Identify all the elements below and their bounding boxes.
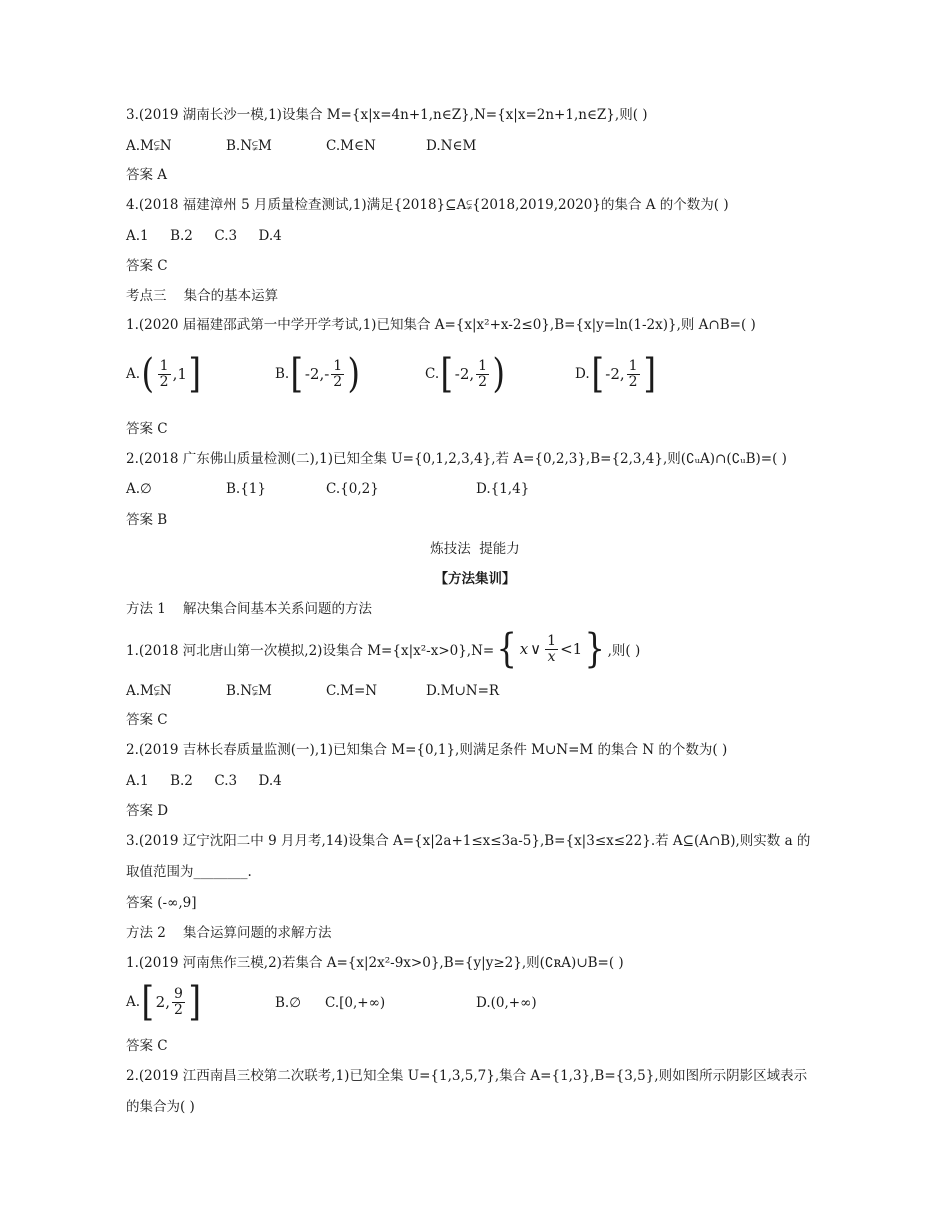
right-brace: } [584,626,606,672]
left-brace: { [496,626,518,672]
k3-q1-option-b [275,352,362,396]
fraction [172,987,185,1018]
set-condition: <1 [560,640,583,658]
right-paren: ) [347,351,361,397]
k3-q2-stem: 2.(2018 广东佛山质量检测(二),1)已知全集 U={0,1,2,3,4},若 A={0,2,3},B={2,3,4},则(∁ᵤA)∩(∁ᵤB)=( ) [126,451,787,467]
m2-q1-stem: 1.(2019 河南焦作三模,2)若集合 A={x|2x²-9x>0},B={y|y≥2},则(∁ʀA)∪B=( ) [126,955,624,971]
numerator: 1 [478,357,488,374]
q3-option-b: B.N⫋M [226,138,272,154]
m2-q1-option-b: B.∅ [275,995,301,1011]
q3-option-a: A.M⫋N [126,138,172,154]
k3-q1-option-c [425,352,507,396]
k3-q1-answer: 答案 C [126,421,168,437]
option-label: A. [126,994,141,1010]
m1-q1-option-b: B.N⫋M [226,683,272,699]
left-paren: ( [141,351,155,397]
k3-q1-option-d [575,352,657,396]
method2-heading: 方法 2 集合运算问题的求解方法 [126,925,332,941]
q4-stem: 4.(2018 福建漳州 5 月质量检查测试,1)满足{2018}⊆A⫋{2018,2019,2020}的集合 A 的个数为( ) [126,197,729,213]
set-or-symbol: ∨ [530,640,542,658]
m2-q2-stem-line2: 的集合为( ) [126,1099,195,1115]
interval-left: 2, [155,993,170,1011]
m2-q1-option-c: C.[0,+∞) [325,995,386,1011]
m1-q3-answer: 答案 (-∞,9] [126,895,197,911]
right-paren: ) [492,351,506,397]
q4-answer: 答案 C [126,258,168,274]
denominator: 2 [628,373,638,390]
fraction [476,359,489,390]
numerator: 1 [547,632,557,649]
k3-q1-option-a [126,352,203,396]
q3-stem: 3.(2019 湖南长沙一模,1)设集合 M={x|x=4n+1,n∈Z},N={x|x=2n+1,n∈Z},则( ) [126,107,648,123]
m1-q1-option-d: D.M∪N=R [426,683,500,699]
m1-q2-answer: 答案 D [126,803,169,819]
q3-option-d: D.N∈M [426,138,477,154]
stem-text-left: 1.(2018 河北唐山第一次模拟,2)设集合 M={x|x²-x>0},N= [126,643,495,659]
right-bracket: ] [188,351,201,397]
option-label: C. [425,366,440,382]
m1-q3-stem-line1: 3.(2019 辽宁沈阳二中 9 月月考,14)设集合 A={x|2a+1≤x≤3a-5},B={x|3≤x≤22}.若 A⊆(A∩B),则实数 a 的 [126,833,811,849]
method1-heading: 方法 1 解决集合间基本关系问题的方法 [126,601,373,617]
m2-q1-option-d: D.(0,+∞) [476,995,537,1011]
k3-q1-stem: 1.(2020 届福建邵武第一中学开学考试,1)已知集合 A={x|x²+x-2≤0},B={x|y=ln(1-2x)},则 A∩B=( ) [126,317,756,333]
stem-text-right: ,则( ) [607,643,641,659]
right-bracket: ] [643,351,656,397]
k3-q2-option-d: D.{1,4} [476,481,530,497]
interval-right: ,1 [172,365,187,383]
numerator: 1 [628,357,638,374]
option-label: A. [126,366,141,382]
section-subtitle: 【方法集训】 [434,571,516,587]
denominator: 2 [333,373,343,390]
section-title: 炼技法 提能力 [430,541,520,557]
interval-left: -2, [605,365,625,383]
set-variable: x [519,640,529,658]
m2-q1-answer: 答案 C [126,1038,168,1054]
numerator: 1 [333,357,343,374]
k3-q2-option-b: B.{1} [226,481,266,497]
fraction [158,359,171,390]
q3-option-c: C.M∈N [326,138,376,154]
m1-q1-stem [126,627,640,671]
m2-q1-option-a [126,980,203,1024]
section-heading-kaodian3: 考点三 集合的基本运算 [126,288,279,304]
numerator: 9 [173,985,183,1002]
left-bracket: [ [290,351,304,397]
m1-q2-stem: 2.(2019 吉林长春质量监测(一),1)已知集合 M={0,1},则满足条件 M∪N=M 的集合 N 的个数为( ) [126,742,728,758]
denominator: 2 [478,373,488,390]
q3-answer: 答案 A [126,167,168,183]
m1-q1-option-c: C.M=N [326,683,378,699]
denominator: 2 [173,1001,183,1018]
fraction [545,634,558,665]
k3-q2-option-a: A.∅ [126,481,152,497]
q4-options: A.1 B.2 C.3 D.4 [126,228,282,244]
m2-q2-stem-line1: 2.(2019 江西南昌三校第二次联考,1)已知全集 U={1,3,5,7},集合 A={1,3},B={3,5},则如图所示阴影区域表示 [126,1068,808,1084]
interval-left: -2, [454,365,475,383]
fraction [331,359,344,390]
option-label: B. [275,366,290,382]
right-bracket: ] [188,979,201,1025]
option-label: D. [575,366,590,382]
m1-q1-option-a: A.M⫋N [126,683,172,699]
left-bracket: [ [141,979,155,1025]
denominator: x [547,648,556,665]
denominator: 2 [159,373,169,390]
k3-q2-answer: 答案 B [126,512,168,528]
k3-q2-option-c: C.{0,2} [326,481,379,497]
fraction [627,359,640,390]
left-bracket: [ [591,351,604,397]
m1-q3-stem-line2: 取值范围为________. [126,864,252,880]
m1-q1-answer: 答案 C [126,712,168,728]
m1-q2-options: A.1 B.2 C.3 D.4 [126,773,282,789]
left-bracket: [ [440,351,454,397]
numerator: 1 [159,357,169,374]
interval-left: -2,- [304,365,330,383]
